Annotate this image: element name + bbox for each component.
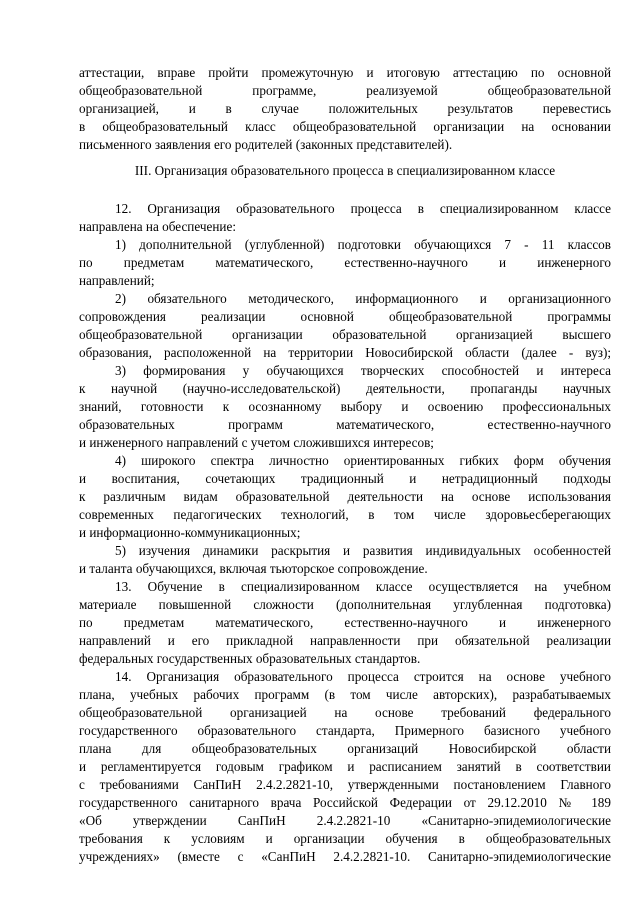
document-line: аттестации, вправе пройти промежуточную и итоговую аттестацию по основной (79, 65, 611, 80)
document-line: к различным видам образовательной деятельности на основе использования (79, 489, 611, 504)
document-line: федеральных государственных образовательных стандартов. (79, 651, 421, 666)
document-line: 5) изучения динамики раскрытия и развития индивидуальных особенностей (115, 543, 611, 558)
document-line: современных педагогических технологий, в том числе здоровьесберегающих (79, 507, 611, 522)
document-line: требования к условиям и организации обучения в общеобразовательных (79, 831, 611, 846)
document-line: и воспитания, сочетающих традиционный и нетрадиционный подходы (79, 471, 611, 486)
document-line: направлений и его прикладной направленности при обязательной реализации (79, 633, 611, 648)
document-line: плана для общеобразовательных организаций Новосибирской области (79, 741, 611, 756)
document-line: письменного заявления его родителей (законных представителей). (79, 137, 453, 152)
document-line: направлений; (79, 273, 155, 288)
document-line: общеобразовательной организацией на основе требований федерального (79, 705, 611, 720)
document-line: общеобразовательной программе, реализуемой общеобразовательной (79, 83, 611, 98)
document-line: 1) дополнительной (углубленной) подготовки обучающихся 7 - 11 классов (115, 237, 611, 252)
document-line: по предметам математического, естественно-научного и инженерного (79, 255, 611, 270)
document-line: общеобразовательной организации образовательной организацией высшего (79, 327, 611, 342)
document-line: образовательных программ математического, естественно-научного (79, 417, 611, 432)
document-line: 2) обязательного методического, информационного и организационного (115, 291, 611, 306)
document-line: по предметам математического, естественно-научного и инженерного (79, 615, 611, 630)
document-line: и информационно-коммуникационных; (79, 525, 301, 540)
document-line: 14. Организация образовательного процесса строится на основе учебного (115, 669, 611, 684)
document-line: плана, учебных рабочих программ (в том числе авторских), разрабатываемых (79, 687, 611, 702)
document-line: материале повышенной сложности (дополнительная углубленная подготовка) (79, 597, 611, 612)
document-line: организацией, и в случае положительных результатов перевестись (79, 101, 611, 116)
document-line: 4) широкого спектра личностно ориентированных гибких форм обучения (115, 453, 611, 468)
document-line: государственного санитарного врача Российской Федерации от 29.12.2010 № 189 (79, 795, 611, 810)
document-line: к научной (научно-исследовательской) деятельности, пропаганды научных (79, 381, 611, 396)
document-line: направлена на обеспечение: (79, 219, 237, 234)
document-line: «Об утверждении СанПиН 2.4.2.2821-10 «Санитарно-эпидемиологические (79, 813, 611, 828)
section-heading: III. Организация образовательного процесса в специализированном классе (134, 163, 556, 178)
document-line: образования, расположенной на территории Новосибирской области (далее - вуз); (79, 345, 611, 360)
document-line: знаний, готовности к осознанному выбору и освоению профессиональных (79, 399, 611, 414)
document-line: сопровождения реализации основной общеобразовательной программы (79, 309, 611, 324)
document-line: учреждениях» (вместе с «СанПиН 2.4.2.2821-10. Санитарно-эпидемиологические (79, 849, 611, 864)
document-line: в общеобразовательный класс общеобразовательной организации на основании (79, 119, 611, 134)
document-line: 12. Организация образовательного процесса в специализированном классе (115, 201, 611, 216)
document-line: 3) формирования у обучающихся творческих способностей и интереса (115, 363, 611, 378)
document-line: и регламентируется годовым графиком и расписанием занятий в соответствии (79, 759, 611, 774)
document-line: с требованиями СанПиН 2.4.2.2821-10, утвержденными постановлением Главного (79, 777, 611, 792)
document-line: и таланта обучающихся, включая тьюторское сопровождение. (79, 561, 428, 576)
document-line: 13. Обучение в специализированном классе осуществляется на учебном (115, 579, 611, 594)
document-line: государственного образовательного стандарта, Примерного базисного учебного (79, 723, 611, 738)
document-line: и инженерного направлений с учетом сложившихся интересов; (79, 435, 434, 450)
